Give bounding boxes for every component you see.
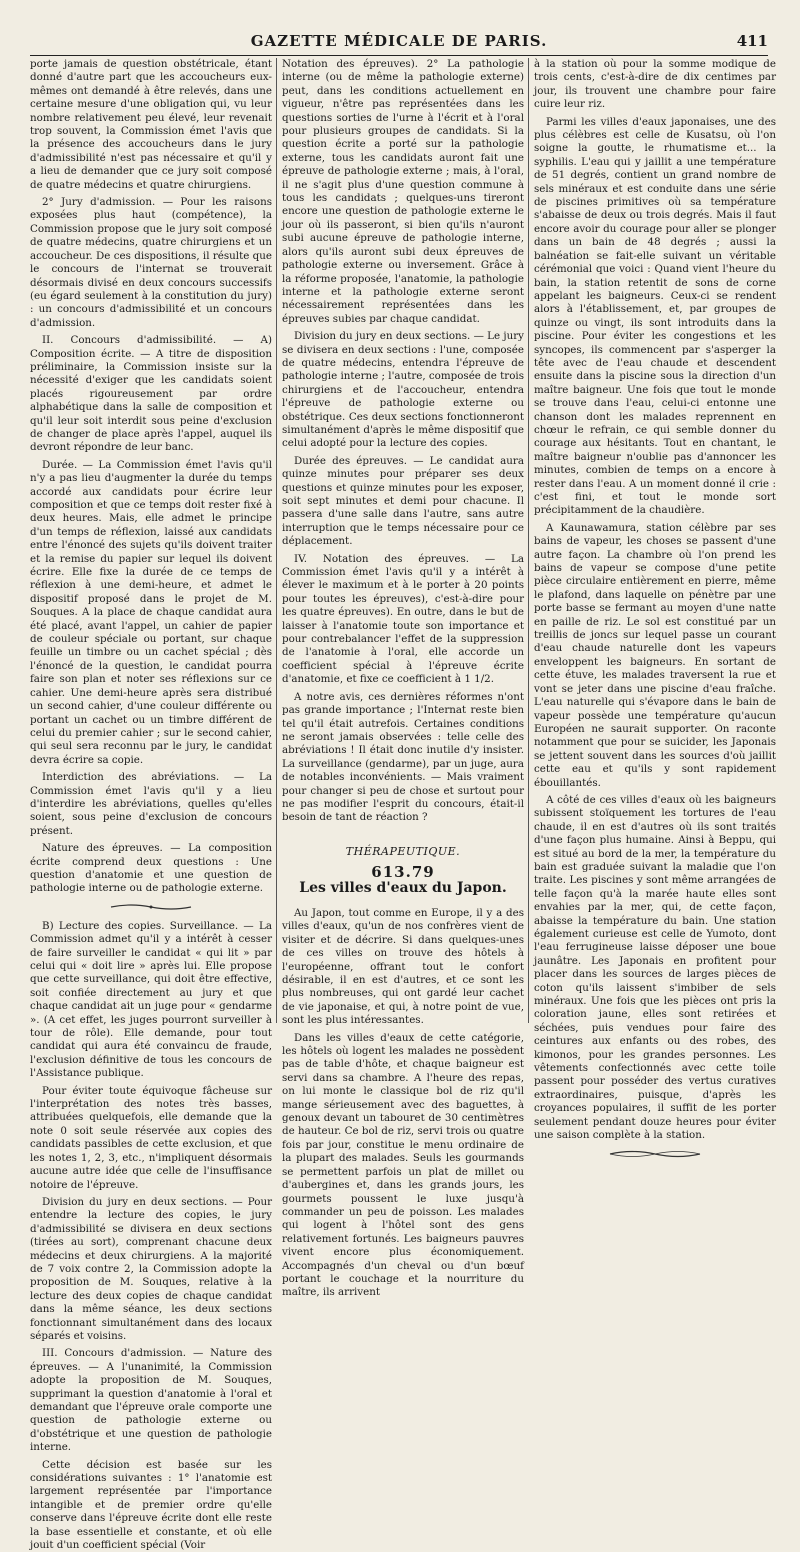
paragraph: Dans les villes d'eaux de cette catégorie, les hôtels où logent les malades ne possèdent pas de table d'hôte, et chaque baigneur est servi dans sa chambre. A l'heure des repas, on lui monte le classique bol de riz qu'il mange sérieusement avec des baguettes, à genoux devant un tabouret de 30 centimètres de hauteur. Ce bol de riz, servi trois ou quatre fois par jour, constitue le menu ordinaire de la plupart des malades. Seuls les gourmands se permettent parfois un plat de millet ou d'aubergines et, dans les grands jours, les gourmets poussent le luxe jusqu'à commander un peu de poisson. Les malades qui logent à l'hôtel sont des gens relativement fortunés. Les baigneurs pauvres vivent encore plus économiquement. Accompagnés d'un cheval ou d'un bœuf portant le couchage et la nourriture du maître, ils arrivent — [282, 1031, 524, 1299]
paragraph: porte jamais de question obstétricale, étant donné d'autre part que les accoucheurs eux-mêmes ont demandé à être relevés, dans une certaine mesure d'une obligation qui, vu leur nombre relativement peu élevé, leur revenait trop souvent, la Commission émet l'avis que la présence des accoucheurs dans le jury d'admissibilité n'est pas nécessaire et qu'il y a lieu de demander que ce jury soit composé de quatre médecins et quatre chirurgiens. — [30, 58, 272, 191]
paragraph: Division du jury en deux sections. — Le jury se divisera en deux sections : l'une, composée de quatre médecins, entendra l'épreuve de pathologie interne ; l'autre, composée de trois chirurgiens et de l'accoucheur, entendra l'épreuve de pathologie externe ou obstétrique. Ces deux sections fonctionneront simultanément d'après le même dispositif que celui adopté pour la lecture des copies. — [282, 330, 524, 450]
paragraph: A côté de ces villes d'eaux où les baigneurs subissent stoïquement les tortures de l'eau chaude, il en est d'autres où ils sont traités d'une façon plus humaine. Ainsi à Beppu, qui est situé au bord de la mer, la température du bain est graduée suivant la maladie que l'on traite. Les piscines y sont même arrangées de telle façon qu'à la marée haute elles sont envahies par la mer, qui, de cette façon, abaisse la température du bain. Une station également curieuse est celle de Yumoto, dont l'eau ferrugineuse laisse déposer une boue jaunâtre. Les Japonais en profitent pour placer dans les sources de larges pièces de coton qu'ils laissent s'imbiber de sels minéraux. Une fois que les pièces ont pris la coloration jaune, elles sont retirées et séchées, puis vendues pour faire des ceintures aux enfants ou des robes, des kimonos, pour les grandes personnes. Les vêtements confectionnés avec cette toile passent pour posséder des vertus curatives extraordinaires, puisque, d'après les croyances populaires, il suffit de les porter seulement pendant douze heures pour éviter une saison complète à la station. — [534, 793, 776, 1142]
header-rule — [30, 55, 768, 56]
paragraph: Cette décision est basée sur les considérations suivantes : 1° l'anatomie est largement représentée par l'importance intangible et de premier ordre qu'elle conserve dans l'épreuve écrite dont elle reste la base essentielle et constante, et où elle jouit d'un coefficient spécial (Voir — [30, 1458, 272, 1552]
article-number: 613.79 — [371, 863, 435, 882]
paragraph: 2° Jury d'admission. — Pour les raisons exposées plus haut (compétence), la Commission propose que le jury soit composé de quatre médecins, quatre chirurgiens et un accoucheur. De ces dispositions, il résulte que le concours de l'internat se trouverait désormais divisé en deux concours successifs (eu égard seulement à la constitution du jury) : un concours d'admissibilité et un concours d'admission. — [30, 196, 272, 329]
ornament-divider — [30, 902, 272, 912]
paragraph: A Kaunawamura, station célèbre par ses bains de vapeur, les choses se passent d'une autre façon. La chambre où l'on prend les bains de vapeur se compose d'une petite pièce circulaire entièrement en pierre, même le plafond, dans laquelle on pénètre par une porte basse se fermant au moyen d'une natte en paille de riz. Le sol est constitué par un treillis de joncs sur lequel passe un courant d'eau chaude naturelle dont les vapeurs enveloppent les baigneurs. En sortant de cette étuve, les malades traversent la rue et vont se jeter dans une piscine d'eau fraîche. L'eau naturelle qui s'évapore dans le bain de vapeur possède une température qu'aucun Européen ne saurait supporter. On raconte notamment que pour se suicider, les Japonais se jettent souvent dans les sources d'où jaillit cette eau et qu'ils y sont rapidement ébouillantés. — [534, 521, 776, 789]
column-divider — [276, 58, 277, 1023]
page-header — [30, 30, 768, 52]
section-heading: THÉRAPEUTIQUE. — [345, 844, 461, 858]
paragraph: Parmi les villes d'eaux japonaises, une des plus célèbres est celle de Kusatsu, où l'on soigne la goutte, le rhumatisme et... la syphilis. L'eau qui y jaillit a une température de 51 degrés, contient un grand nombre de sels minéraux et est conduite dans une série de piscines primitives où sa température s'abaisse de deux ou trois degrés. Mais il faut encore avoir du courage pour aller se plonger dans un bain de 48 degrés ; aussi la balnéation se fait-elle suivant un véritable cérémonial que voici : Quand vient l'heure du bain, la station retentit de sons de corne appelant les baigneurs. Ceux-ci se rendent alors à l'établissement, et, par groupes de quinze ou vingt, ils sont introduits dans la piscine. Pour éviter les congestions et les syncopes, ils commencent par s'asperger la tête avec de l'eau chaude et descendent ensuite dans la piscine sous la direction d'un maître baigneur. Une fois que tout le monde se trouve dans l'eau, celui-ci entonne une chanson dont les malades reprennent en chœur le refrain, ce qui semble donner du courage aux hésitants. Tout en chantant, le maître baigneur n'oublie pas d'annoncer les minutes, combien de temps on a encore à rester dans l'eau. A un moment donné il crie : c'est fini, et tout le monde sort précipitamment de la chaudière. — [534, 115, 776, 517]
journal-title: GAZETTE MÉDICALE DE PARIS. — [250, 32, 548, 50]
paragraph: IV. Notation des épreuves. — La Commission émet l'avis qu'il y a intérêt à élever le maximum et à le porter à 20 points pour toutes les épreuves), c'est-à-dire pour les quatre épreuves). En outre, dans le but de laisser à l'anatomie toute son importance et pour contrebalancer l'effet de la suppression de l'anatomie à l'oral, elle accorde un coefficient spécial à l'épreuve écrite d'anatomie, et fixe ce coefficient à 1 1/2. — [282, 552, 524, 686]
paragraph: II. Concours d'admissibilité. — A) Composition écrite. — A titre de disposition préliminaire, la Commission insiste sur la nécessité d'exiger que les candidats soient placés rigoureusement par ordre alphabétique dans la salle de composition et qu'il leur soit interdit sous peine d'exclusion de changer de place après l'appel, auquel ils devront répondre de leur banc. — [30, 334, 272, 454]
paragraph: Au Japon, tout comme en Europe, il y a des villes d'eaux, qu'un de nos confrères vient de visiter et de décrire. Si dans quelques-unes de ces villes on trouve des hôtels à l'européenne, offrant tout le confort désirable, il en est d'autres, et ce sont les plus nombreuses, qui ont gardé leur cachet de vie japonaise, et qui, à notre point de vue, sont les plus intéressantes. — [282, 906, 524, 1027]
paragraph: Durée. — La Commission émet l'avis qu'il n'y a pas lieu d'augmenter la durée du temps accordé aux candidats pour écrire leur composition et que ce temps doit rester fixé à deux heures. Mais, elle admet le principe d'un temps de réflexion, laissé aux candidats entre l'énoncé des sujets qu'ils doivent traiter et la remise du papier sur lequel ils doivent écrire. Elle fixe la durée de ce temps de réflexion à une demi-heure, et admet le dispositif proposé dans le projet de M. Souques. A la place de chaque candidat aura été placé, avant l'appel, un cahier de papier de couleur spéciale ou portant, sur chaque feuille un timbre ou un cachet spécial ; dès l'énoncé de la question, le candidat pourra faire son plan et noter ses réflexions sur ce cahier. Une demi-heure après sera distribué un second cahier, d'une couleur différente ou portant un cachet ou un timbre différent de celui du premier cahier ; sur le second cahier, qui seul sera reconnu par le jury, le candidat devra écrire sa copie. — [30, 458, 272, 766]
paragraph: à la station où pour la somme modique de trois cents, c'est-à-dire de dix centimes par jour, ils trouvent une chambre pour faire cuire leur riz. — [534, 58, 776, 111]
paragraph: Interdiction des abréviations. — La Commission émet l'avis qu'il y a lieu d'interdire les abréviations, quelles qu'elles soient, sous peine d'exclusion de concours présent. — [30, 771, 272, 837]
paragraph: Pour éviter toute équivoque fâcheuse sur l'interprétation des notes très basses, attribuées quelquefois, elle demande que la note 0 soit seule réservée aux copies des candidats passibles de cette exclusion, et que les notes 1, 2, 3, etc., n'impliquent désormais aucune autre idée que celle de l'insuffisance notoire de l'épreuve. — [30, 1084, 272, 1191]
paragraph: III. Concours d'admission. — Nature des épreuves. — A l'unanimité, la Commission adopte la proposition de M. Souques, supprimant la question d'anatomie à l'oral et demandant que l'épreuve orale comporte une question de pathologie externe ou d'obstétrique et une question de pathologie interne. — [30, 1347, 272, 1454]
column-right — [534, 58, 776, 1142]
paragraph: A notre avis, ces dernières réformes n'ont pas grande importance ; l'Internat reste bien tel qu'il était autrefois. Certaines conditions ne seront jamais observées : telle celle des abréviations ! Il était donc inutile d'y insister. La surveillance (gendarme), par un juge, aura de notables inconvénients. — Mais vraiment pour changer si peu de chose et surtout pour ne pas modifier l'esprit du concours, était-il besoin de tant de réaction ? — [282, 690, 524, 824]
column-divider — [528, 58, 529, 1023]
column-left — [30, 58, 272, 1552]
paragraph: Durée des épreuves. — Le candidat aura quinze minutes pour préparer ses deux questions et quinze minutes pour les exposer, soit sept minutes et demi pour chacune. Il passera d'une salle dans l'autre, sans autre interruption que le temps nécessaire pour ce déplacement. — [282, 454, 524, 548]
article-title: Les villes d'eaux du Japon. — [299, 879, 507, 896]
paragraph: Division du jury en deux sections. — Pour entendre la lecture des copies, le jury d'admissibilité se divisera en deux sections (tirées au sort), comprenant chacune deux médecins et deux chirurgiens. A la majorité de 7 voix contre 2, la Commission adopte la proposition de M. Souques, relative à la lecture des deux copies de chaque candidat dans la même séance, les deux sections fonctionnant simultanément dans des locaux séparés et voisins. — [30, 1195, 272, 1342]
paragraph: Nature des épreuves. — La composition écrite comprend deux questions : Une question d'anatomie et une question de pathologie interne ou de pathologie externe. — [30, 842, 272, 895]
column-middle — [282, 58, 524, 1299]
paragraph: Notation des épreuves). 2° La pathologie interne (ou de même la pathologie externe) peut, dans les conditions actuellement en vigueur, n'être pas représentées dans les questions sorties de l'urne à l'écrit et à l'oral pour plusieurs groupes de candidats. Si la question écrite a porté sur la pathologie externe, tous les candidats auront fait une épreuve de pathologie externe ; mais, à l'oral, il ne s'agit plus d'une question commune à tous les candidats ; quelques-uns tireront encore une question de pathologie externe le jour où ils passeront, si bien qu'ils n'auront subi aucune épreuve de pathologie interne, alors qu'ils auront subi deux épreuves de pathologie externe ou inversement. Grâce à la réforme proposée, l'anatomie, la pathologie interne et la pathologie externe seront nécessairement représentées dans les épreuves subies par chaque candidat. — [282, 58, 524, 325]
page-number: 411 — [736, 32, 768, 50]
ornament-divider — [534, 1149, 776, 1159]
paragraph: B) Lecture des copies. Surveillance. — La Commission admet qu'il y a intérêt à cesser de faire surveiller le candidat « qui lit » par celui qui « doit lire » après lui. Elle propose que cette surveillance, qui doit être effective, soit confiée directement au jury et que chaque candidat ait un juge pour « gendarme ». (A cet effet, les juges pourront surveiller à tour de rôle). Elle demande, pour tout candidat qui aura été convaincu de fraude, l'exclusion définitive de tous les concours de l'Assistance publique. — [30, 919, 272, 1080]
